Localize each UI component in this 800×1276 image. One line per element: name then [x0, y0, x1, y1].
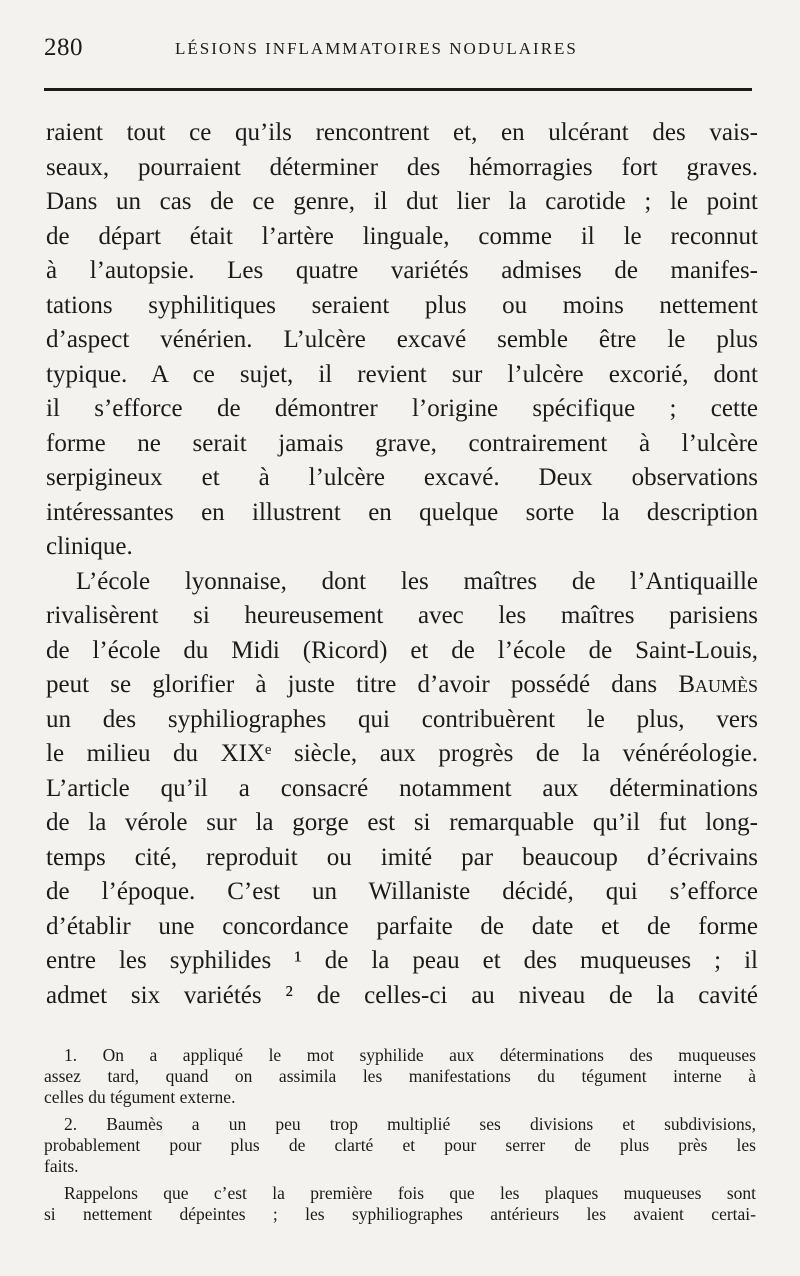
header-rule	[44, 88, 752, 91]
text-line: d’aspect vénérien. L’ulcère excavé semble être le plus	[46, 326, 758, 353]
text-line: un des syphiliographes qui contribuèrent le plus, vers	[46, 705, 758, 733]
text-line: de l’école du Midi (Ricord) et de l’école de Saint-Louis,	[46, 636, 758, 664]
author-name: Baumès	[678, 671, 758, 698]
footnote-2-line: faits.	[44, 1156, 79, 1176]
text-line: rivalisèrent si heureusement avec les maîtres parisiens	[46, 602, 758, 629]
text-line: seaux, pourraient déterminer des hémorragies fort graves.	[46, 153, 758, 181]
text-line: admet six variétés ² de celles-ci au niveau de la cavité	[46, 981, 758, 1009]
text-line: à l’autopsie. Les quatre variétés admises de manifes-	[46, 257, 758, 284]
text-line: clinique.	[46, 533, 133, 560]
text-line: tations syphilitiques seraient plus ou moins nettement	[46, 291, 758, 319]
text-line: entre les syphilides ¹ de la peau et des muqueuses ; il	[46, 947, 758, 974]
footnote-2-line: 2. Baumès a un peu trop multiplié ses divisions et subdivisions,	[64, 1114, 756, 1134]
footnote-3-line: Rappelons que c’est la première fois que les plaques muqueuses sont	[64, 1183, 756, 1203]
text-line: serpigineux et à l’ulcère excavé. Deux observations	[46, 464, 758, 491]
text-line: il s’efforce de démontrer l’origine spécifique ; cette	[46, 395, 758, 422]
paragraph-start: L’école lyonnaise, dont les maîtres de l’Antiquaille	[76, 567, 758, 595]
text-line: d’établir une concordance parfaite de date et de forme	[46, 912, 758, 940]
footnotes	[44, 1045, 756, 1225]
text-line: forme ne serait jamais grave, contrairement à l’ulcère	[46, 429, 758, 457]
text-line: Dans un cas de ce genre, il dut lier la carotide ; le point	[46, 188, 758, 215]
footnote-1-line: assez tard, quand on assimila les manifestations du tégument interne à	[44, 1066, 756, 1086]
main-text	[46, 116, 758, 1013]
text-fragment: peut se glorifier à juste titre d’avoir possédé dans	[46, 671, 658, 698]
text-line: de l’époque. C’est un Willaniste décidé, qui s’efforce	[46, 878, 758, 905]
text-line: de départ était l’artère linguale, comme il le reconnut	[46, 222, 758, 250]
text-line: L’article qu’il a consacré notamment aux déterminations	[46, 774, 758, 802]
text-line: typique. A ce sujet, il revient sur l’ulcère excorié, dont	[46, 360, 758, 388]
text-line: temps cité, reproduit ou imité par beaucoup d’écrivains	[46, 843, 758, 871]
footnote-3-line: si nettement dépeintes ; les syphiliographes antérieurs les avaient certai-	[44, 1204, 756, 1224]
footnote-1-line: celles du tégument externe.	[44, 1087, 236, 1107]
text-line-with-name	[46, 668, 758, 703]
text-line: le milieu du XIXᵉ siècle, aux progrès de la vénéréologie.	[46, 740, 758, 767]
text-line: de la vérole sur la gorge est si remarquable qu’il fut long-	[46, 809, 758, 836]
text-line: raient tout ce qu’ils rencontrent et, en ulcérant des vais-	[46, 119, 758, 146]
running-title: LÉSIONS INFLAMMATOIRES NODULAIRES	[175, 39, 578, 58]
text-line: intéressantes en illustrent en quelque sorte la description	[46, 498, 758, 526]
footnote-1-line: 1. On a appliqué le mot syphilide aux déterminations des muqueuses	[64, 1045, 756, 1065]
page-number: 280	[44, 34, 83, 61]
footnote-2-line: probablement pour plus de clarté et pour serrer de plus près les	[44, 1135, 756, 1155]
